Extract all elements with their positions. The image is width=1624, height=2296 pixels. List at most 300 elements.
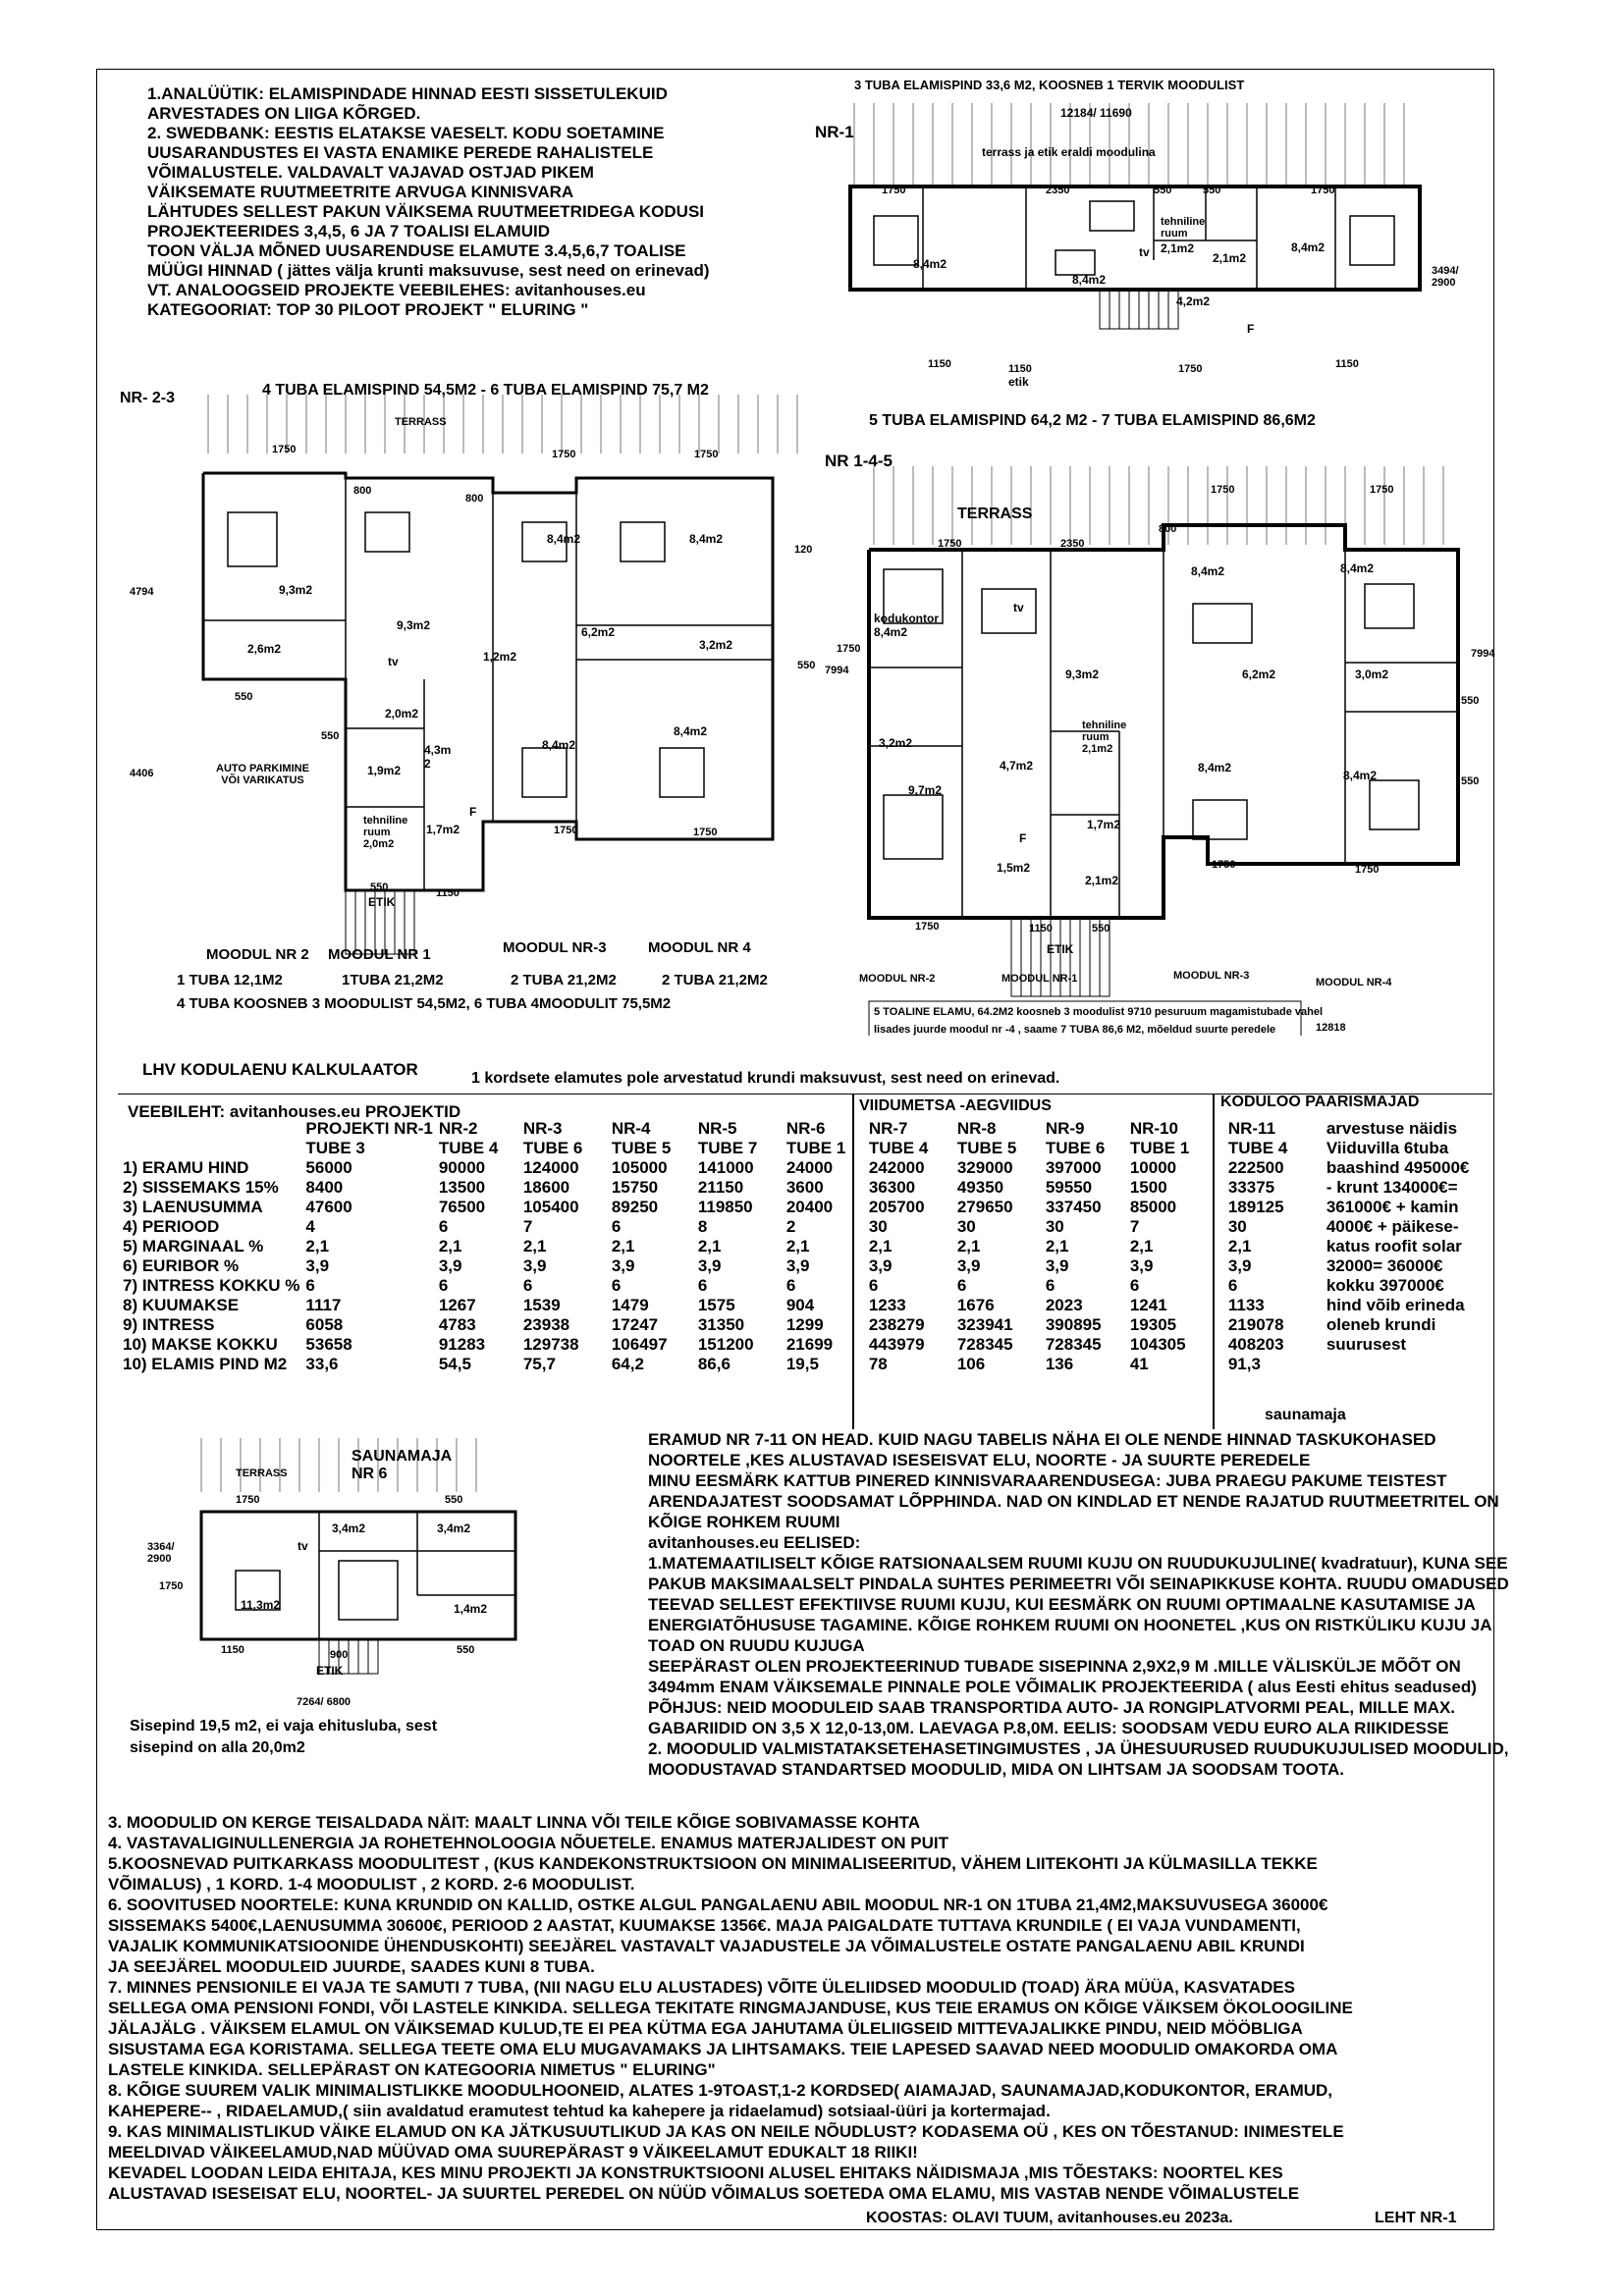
calc-cell: 18600	[522, 1178, 570, 1197]
calc-cell: 904	[785, 1296, 815, 1314]
calc-cell: 4) PERIOOD	[123, 1217, 220, 1236]
right-text-line: PÕHJUS: NEID MOODULEID SAAB TRANSPORTIDA AUTO- JA RONGIPLATVORMI PEAL, MILLE MAX.	[648, 1698, 1456, 1717]
plan-nr145-area-30: 3,0m2	[1355, 667, 1389, 681]
intro-line: VÕIMALUSTELE. VALDAVALT VAJAVAD OSTJAD PIKEM	[147, 163, 594, 182]
calc-cell: NR-11	[1227, 1119, 1276, 1138]
calc-cell: Viiduvilla 6tuba	[1326, 1139, 1449, 1157]
calc-cell: 1676	[956, 1296, 995, 1314]
calc-cell: 105000	[611, 1158, 668, 1177]
calc-cell: NR-5	[697, 1119, 737, 1138]
bottom-text-line: 8. KÕIGE SUUREM VALIK MINIMALISTLIKKE MOODULHOONEID, ALATES 1-9TOAST,1-2 KORDSED( AIAMAJAD, SAUNAMAJAD,KODUKONTOR, ERAMUD,	[108, 2081, 1333, 2100]
plan-nr145-dim-1750l: 1750	[837, 643, 861, 655]
plan-nr1-dim-1750b: 1750	[1311, 185, 1335, 196]
calc-cell: 728345	[956, 1335, 1013, 1354]
plan-nr23-area-32: 3,2m2	[699, 638, 733, 652]
calc-cell: 86,6	[697, 1355, 731, 1373]
calc-cell: 3,9	[868, 1256, 893, 1275]
calc-cell: - krunt 134000€=	[1326, 1178, 1458, 1197]
calc-cell: 32000= 36000€	[1326, 1256, 1443, 1275]
plan-nr145-b1150: 1150	[1029, 923, 1053, 934]
calc-cell: 1133	[1227, 1296, 1265, 1314]
plan-nr145-modul-2: MOODUL NR-2	[859, 973, 936, 985]
plan-nr145-b1750r2: 1750	[1355, 864, 1380, 876]
plan-nr23-dim-800b: 800	[465, 493, 484, 505]
calc-cell: 6	[611, 1217, 622, 1236]
calc-cell: kokku 397000€	[1326, 1276, 1444, 1295]
calc-cell: 6	[697, 1276, 708, 1295]
plan-nr23-area-tehn: tehniline ruum 2,0m2	[363, 815, 408, 850]
calc-cell: TUBE 1	[1129, 1139, 1190, 1157]
plan-nr23-terrass: TERRASS	[395, 416, 447, 428]
calc-cell: 85000	[1129, 1198, 1177, 1216]
calc-cell: 390895	[1045, 1315, 1102, 1334]
plan-nr145-etik: ETIK	[1047, 942, 1074, 956]
calc-cell: 205700	[868, 1198, 925, 1216]
plan-nr1-bottom-1750: 1750	[1178, 363, 1203, 375]
calc-cell: 91283	[438, 1335, 486, 1354]
right-text-line: PAKUB MAKSIMAALSELT PINDALA SUHTES PERIMEETRI VÕI SEINAPIKKUSE KOHTA. RUUDU OMADUSED	[648, 1575, 1509, 1593]
plan-nr145-side-l: 7994	[825, 665, 849, 676]
calc-data-row	[120, 1355, 1481, 1374]
plan-nr145-drawing	[825, 407, 1495, 1036]
plan-nr23-dim-1750a: 1750	[272, 444, 297, 455]
intro-line: MÜÜGI HINNAD ( jättes välja krunti maksuvuse, sest need on erinevad)	[147, 261, 710, 280]
plan-nr145-area-84a: 8,4m2	[1191, 564, 1225, 578]
calc-data-row	[120, 1158, 1481, 1178]
bottom-text-line: MEELDIVAD VÄIKEELAMUD,NAD MÜÜVAD OMA SUUREPÄRAST 9 VÄIKEELAMUT EDUKALT 18 RIIKI!	[108, 2143, 918, 2162]
calc-cell: 3,9	[1129, 1256, 1154, 1275]
plan-nr1-etik: etik	[1008, 375, 1029, 389]
calc-cell: TUBE 5	[611, 1139, 672, 1157]
calc-cell: 2,1	[785, 1237, 810, 1255]
calc-cell: 4000€ + päikese-	[1326, 1217, 1459, 1236]
calc-cell: 19,5	[785, 1355, 819, 1373]
bottom-text-line: 7. MINNES PENSIONILE EI VAJA TE SAMUTI 7 TUBA, (NII NAGU ELU ALUSTADES) VÕITE ÜLELIIDSED MOODULID (TOAD) ÄRA MÜÜA, KASVATADES	[108, 1978, 1295, 1997]
calc-cell: 4	[305, 1217, 315, 1236]
plan-nr23-dim-800a: 800	[353, 485, 372, 497]
calc-koduloo: KODULOO PAARISMAJAD	[1220, 1094, 1420, 1110]
calc-data-row	[120, 1296, 1481, 1315]
right-text-line: NOORTELE ,KES ALUSTAVAD ISESEISVAT ELU, NOORTE - JA SUURTE PEREDELE	[648, 1451, 1311, 1469]
calc-cell: 20400	[785, 1198, 834, 1216]
plan-nr1-area-4: 2,1m2	[1213, 251, 1247, 265]
bottom-text-line: VAJALIK KOMMUNIKATSIOONIDE ÜHENDUSKOHTI) SEEJÄREL VASTAVALT VAJADUSTELE JA VÕIMALUSTELE OSTATE PANGALAENU ABIL KRUNDI	[108, 1937, 1305, 1955]
calc-cell: 3,9	[611, 1256, 635, 1275]
plan-nr145-area-93: 9,3m2	[1065, 667, 1100, 681]
calc-web: VEEBILEHT: avitanhouses.eu PROJEKTID	[128, 1102, 461, 1121]
calc-cell: baashind 495000€	[1326, 1158, 1470, 1177]
plan-nr23-room-4: 2 TUBA 21,2M2	[662, 972, 768, 988]
calc-cell: 91,3	[1227, 1355, 1261, 1373]
plan-nr23-area-62: 6,2m2	[581, 625, 616, 639]
plan-nr23-modul-2: MOODUL NR 2	[206, 946, 309, 963]
plan-sauna-title: SAUNAMAJA NR 6	[352, 1448, 453, 1482]
plan-nr23-nr: NR- 2-3	[120, 390, 176, 406]
calc-cell: hind võib erineda	[1326, 1296, 1465, 1314]
right-text-line: MINU EESMÄRK KATTUB PINERED KINNISVARAARENDUSEGA: JUBA PRAEGU PAKUME TEISTEST	[648, 1471, 1447, 1490]
plan-nr1-dims-top: 12184/ 11690	[1060, 106, 1132, 120]
plan-sauna-area-34a: 3,4m2	[332, 1522, 366, 1535]
plan-sauna-area-113: 11,3m2	[241, 1598, 281, 1612]
plan-nr1-area-6: 4,2m2	[1176, 294, 1211, 308]
calc-cell: 6	[1129, 1276, 1140, 1295]
calc-cell: 728345	[1045, 1335, 1102, 1354]
plan-nr23-dim-1750b: 1750	[552, 449, 576, 460]
plan-nr23-area-43: 4,3m 2	[424, 743, 452, 771]
calc-cell: 23938	[522, 1315, 570, 1334]
calc-data-row	[120, 1276, 1481, 1296]
calc-cell: 1479	[611, 1296, 649, 1314]
calc-cell	[120, 1119, 302, 1139]
plan-nr23-dim-550c: 550	[797, 660, 816, 671]
intro-line: 1.ANALÜÜTIK: ELAMISPINDADE HINNAD EESTI SISSETULEKUID	[147, 84, 668, 103]
calc-cell: 30	[1045, 1217, 1064, 1236]
plan-nr23-area-19: 1,9m2	[367, 764, 402, 777]
calc-cell: 8) KUUMAKSE	[123, 1296, 240, 1314]
calc-cell: 189125	[1227, 1198, 1284, 1216]
calc-cell: 6	[956, 1276, 967, 1295]
right-text-line: KÕIGE ROHKEM RUUMI	[648, 1513, 840, 1531]
right-text-line: ERAMUD NR 7-11 ON HEAD. KUID NAGU TABELIS NÄHA EI OLE NENDE HINNAD TASKUKOHASED	[648, 1430, 1436, 1449]
calc-cell: 33,6	[305, 1355, 339, 1373]
plan-nr23-room-2: 1TUBA 21,2M2	[342, 972, 444, 988]
calc-cell: 3) LAENUSUMMA	[123, 1198, 263, 1216]
calc-cell: NR-8	[956, 1119, 997, 1138]
plan-nr145-dim-2350: 2350	[1060, 538, 1085, 550]
intro-line: VÄIKSEMATE RUUTMEETRITE ARVUGA KINNISVARA	[147, 183, 574, 201]
plan-nr23-area-17: 1,7m2	[426, 823, 460, 836]
calc-cell: 6	[522, 1276, 533, 1295]
calc-cell: NR-4	[611, 1119, 651, 1138]
bottom-text-line: JA SEEJÄREL MOODULEID JUURDE, SAADES KUNI 8 TUBA.	[108, 1957, 595, 1976]
calc-cell: 30	[868, 1217, 888, 1236]
calc-cell: 2,1	[1227, 1237, 1252, 1255]
plan-nr145-dim-1750b: 1750	[1211, 484, 1235, 496]
bottom-text-line: SELLEGA OMA PENSIONI FONDI, VÕI LASTELE KINKIDA. SELLEGA TEKITATE RINGMAJANDUSE, KUS TEIE ERAMUS ON KÕIGE VÄIKSEM ÖKOLOOGILINE	[108, 1999, 1353, 2017]
plan-nr1-f: F	[1247, 322, 1255, 336]
plan-nr23-f: F	[469, 805, 477, 819]
plan-sauna-area-14: 1,4m2	[454, 1602, 488, 1616]
plan-nr23-room-3: 2 TUBA 21,2M2	[511, 972, 617, 988]
calc-cell: 104305	[1129, 1335, 1186, 1354]
calc-cell: 6	[785, 1276, 796, 1295]
calc-cell: 33375	[1227, 1178, 1275, 1197]
plan-nr145	[825, 407, 1495, 1036]
calc-cell: 2,1	[1045, 1237, 1069, 1255]
calc-cell: oleneb krundi	[1326, 1315, 1436, 1334]
plan-nr23-area-12: 1,2m2	[483, 650, 517, 664]
calc-cell: suurusest	[1326, 1335, 1407, 1354]
plan-sauna-bottom: 7264/ 6800	[297, 1696, 352, 1708]
plan-nr1-area-tech-size: 2,1m2	[1161, 241, 1195, 255]
plan-nr145-b550: 550	[1092, 923, 1110, 934]
plan-nr145-kodukontor: kodukontor 8,4m2	[874, 612, 939, 639]
calc-data-row	[120, 1178, 1481, 1198]
plan-nr23-parking: AUTO PARKIMINE VÕI VARIKATUS	[216, 763, 309, 786]
calc-cell: TUBE 7	[697, 1139, 758, 1157]
plan-nr1-dim-550b: 550	[1203, 185, 1221, 196]
plan-nr23-area-84c: 8,4m2	[542, 738, 576, 752]
calc-cell: TUBE 4	[438, 1139, 499, 1157]
plan-nr23-area-84b: 8,4m2	[689, 532, 724, 546]
calc-cell: 361000€ + kamin	[1326, 1198, 1459, 1216]
plan-nr23-dim-120: 120	[794, 544, 813, 556]
plan-nr145-tv: tv	[1013, 601, 1024, 614]
plan-nr23-left-4794: 4794	[130, 586, 154, 598]
plan-sauna-caption-2: sisepind on alla 20,0m2	[130, 1739, 305, 1756]
right-text-line: SEEPÄRAST OLEN PROJEKTEERINUD TUBADE SISEPINNA 2,9X2,9 M .MILLE VÄLISKÜLJE MÕÕT ON	[648, 1657, 1461, 1676]
calc-cell: 10) MAKSE KOKKU	[123, 1335, 278, 1354]
plan-nr23-etik: ETIK	[368, 895, 396, 909]
plan-nr145-dim-550r: 550	[1461, 695, 1480, 707]
calc-cell: 151200	[697, 1335, 754, 1354]
calc-cell: 10000	[1129, 1158, 1177, 1177]
bottom-text-line: KEVADEL LOODAN LEIDA EHITAJA, KES MINU PROJEKTI JA KONSTRUKTSIOONI ALUSEL EHITAKS NÄIDISMAJA ,MIS TÕESTAKS: NOORTEL KES	[108, 2163, 1283, 2182]
footer-author: KOOSTAS: OLAVI TUUM, avitanhouses.eu 2023a.	[866, 2210, 1233, 2226]
calc-cell: 7	[522, 1217, 533, 1236]
calc-cell: 30	[956, 1217, 976, 1236]
plan-nr145-side-r: 7994	[1471, 648, 1495, 660]
plan-nr1	[815, 69, 1492, 402]
calc-cell: 78	[868, 1355, 888, 1373]
calc-cell: 119850	[697, 1198, 753, 1216]
calc-cell: 30	[1227, 1217, 1247, 1236]
plan-sauna-side: 3364/ 2900	[147, 1541, 175, 1565]
plan-nr145-area-21: 2,1m2	[1085, 874, 1119, 887]
calc-cell: NR-9	[1045, 1119, 1085, 1138]
calc-cell: 6	[1045, 1276, 1056, 1295]
right-text-line: ENERGIATÕHUSUSE TAGAMINE. KÕIGE ROHKEM RUUMI ON HOONETEL ,KUS ON RISTKÜLIKU KUJU JA	[648, 1616, 1492, 1634]
calc-cell: 1241	[1129, 1296, 1167, 1314]
calc-cell: arvestuse näidis	[1326, 1119, 1458, 1138]
calc-cell: 90000	[438, 1158, 486, 1177]
calc-table	[120, 1119, 1481, 1374]
plan-nr23-left-4406: 4406	[130, 768, 154, 779]
plan-nr145-dim-550r2: 550	[1461, 775, 1480, 787]
calc-data-row	[120, 1237, 1481, 1256]
plan-nr23-tv: tv	[388, 655, 399, 668]
calc-cell	[120, 1139, 302, 1158]
plan-nr23-dim-1150: 1150	[436, 887, 460, 899]
calc-cell: 3600	[785, 1178, 824, 1197]
calc-cell: 219078	[1227, 1315, 1284, 1334]
plan-nr23-dim-550b: 550	[321, 730, 340, 742]
plan-nr1-area-1: 8,4m2	[913, 257, 947, 271]
intro-line: PROJEKTEERIDES 3,4,5, 6 JA 7 TOALISI ELAMUID	[147, 222, 550, 240]
calc-cell: 3,9	[438, 1256, 462, 1275]
right-text-line: avitanhouses.eu EELISED:	[648, 1533, 861, 1552]
calc-cell: 64,2	[611, 1355, 644, 1373]
calc-cell: NR-7	[868, 1119, 908, 1138]
calc-cell: TUBE 6	[522, 1139, 583, 1157]
calc-cell: 1500	[1129, 1178, 1167, 1197]
plan-nr1-nr: NR-1	[815, 123, 854, 141]
calc-cell: 9) INTRESS	[123, 1315, 215, 1334]
bottom-text	[108, 1812, 1483, 2204]
calc-cell: 2,1	[611, 1237, 635, 1255]
calc-cell: TUBE 4	[868, 1139, 929, 1157]
calc-cell: 36300	[868, 1178, 916, 1197]
intro-line: UUSARANDUSTES EI VASTA ENAMIKE PEREDE RAHALISTELE	[147, 143, 654, 162]
intro-line: LÄHTUDES SELLEST PAKUN VÄIKSEMA RUUTMEETRIDEGA KODUSI	[147, 202, 705, 221]
right-text-line: 2. MOODULID VALMISTATAKSETEHASETINGIMUSTES , JA ÜHESUURUSED RUUDUKUJULISED MOODULID,	[648, 1739, 1509, 1758]
plan-nr145-area-84c: 8,4m2	[1198, 761, 1232, 774]
footer-sheet: LEHT NR-1	[1375, 2210, 1457, 2226]
calc-cell: 19305	[1129, 1315, 1177, 1334]
calc-cell: 17247	[611, 1315, 659, 1334]
calc-cell: 21699	[785, 1335, 834, 1354]
calc-cell: TUBE 6	[1045, 1139, 1106, 1157]
calc-cell: 7) INTRESS KOKKU %	[123, 1276, 300, 1295]
calc-cell: 47600	[305, 1198, 352, 1216]
bottom-text-line: 4. VASTAVALIGINULLENERGIA JA ROHETEHNOLOOGIA NÕUETELE. ENAMUS MATERJALIDEST ON PUIT	[108, 1834, 949, 1852]
intro-line: KATEGOORIAT: TOP 30 PILOOT PROJEKT " ELURING "	[147, 300, 589, 319]
calc-cell: TUBE 5	[956, 1139, 1017, 1157]
plan-nr145-dim-800: 800	[1159, 523, 1177, 535]
calc-cell: 3,9	[956, 1256, 981, 1275]
calc-cell: 1117	[305, 1296, 342, 1314]
calc-cell: 76500	[438, 1198, 486, 1216]
bottom-text-line: 6. SOOVITUSED NOORTELE: KUNA KRUNDID ON KALLID, OSTKE ALGUL PANGALAENU ABIL MOODUL NR-1 ON 1TUBA 21,4M2,MAKSUVUSEGA 36000€	[108, 1896, 1328, 1914]
calc-data-row	[120, 1315, 1481, 1335]
calc-cell: 136	[1045, 1355, 1074, 1373]
bottom-text-line: LASTELE KINKIDA. SELLEPÄRAST ON KATEGOORIA NIMETUS " ELURING"	[108, 2060, 716, 2079]
calc-cell: TUBE 3	[305, 1139, 365, 1157]
plan-sauna-caption-1: Sisepind 19,5 m2, ei vaja ehitusluba, sest	[130, 1718, 438, 1735]
calc-cell: 242000	[868, 1158, 925, 1177]
plan-nr145-title: 5 TUBA ELAMISPIND 64,2 M2 - 7 TUBA ELAMISPIND 86,6M2	[869, 412, 1316, 429]
calc-cell: TUBE 1	[785, 1139, 846, 1157]
plan-nr145-area-32: 3,2m2	[879, 736, 913, 750]
calc-cell: 1233	[868, 1296, 906, 1314]
plan-nr145-terrass: TERRASS	[957, 506, 1033, 522]
plan-sauna	[108, 1433, 619, 1787]
calc-cell: 2,1	[697, 1237, 722, 1255]
plan-nr1-area-tech: tehniline ruum	[1161, 216, 1206, 240]
calc-cell: 3,9	[1045, 1256, 1069, 1275]
calc-cell: 1) ERAMU HIND	[123, 1158, 249, 1177]
calc-header-row	[120, 1139, 1481, 1158]
intro-line: ARVESTADES ON LIIGA KÕRGED.	[147, 104, 421, 123]
calc-cell: 59550	[1045, 1178, 1093, 1197]
plan-nr145-note1: 5 TOALINE ELAMU, 64.2M2 koosneb 3 moodulist 9710 pesuruum magamistubade vahel	[874, 1006, 1324, 1018]
calc-cell: 2,1	[956, 1237, 981, 1255]
plan-nr1-tv: tv	[1139, 245, 1150, 259]
calc-cell: 31350	[697, 1315, 745, 1334]
calc-cell: 2,1	[868, 1237, 893, 1255]
calc-cell: 222500	[1227, 1158, 1284, 1177]
plan-nr23-modul-4: MOODUL NR 4	[648, 939, 751, 956]
calc-cell: 106	[956, 1355, 986, 1373]
plan-nr23-dim-550d: 550	[370, 881, 389, 893]
calc-cell: 3,9	[522, 1256, 547, 1275]
calc-cell: 124000	[522, 1158, 579, 1177]
bottom-text-line: JÄLAJÄLG . VÄIKSEM ELAMUL ON VÄIKSEMAD KULUD,TE EI PEA KÜTMA EGA JAHUTAMA ÜLELIIGSEID MITTEVAJALIKKE PINDU, NEID MÖÖBLIGA	[108, 2019, 1303, 2038]
calc-cell: 8	[697, 1217, 708, 1236]
plan-nr145-modul-4: MOODUL NR-4	[1316, 977, 1392, 988]
plan-nr1-title: 3 TUBA ELAMISPIND 33,6 M2, KOOSNEB 1 TERVIK MOODULIST	[854, 78, 1245, 92]
calc-cell: 6	[611, 1276, 622, 1295]
calc-cell: 49350	[956, 1178, 1004, 1197]
plan-nr23-area-26: 2,6m2	[247, 642, 282, 656]
plan-sauna-b550: 550	[457, 1644, 475, 1656]
plan-nr1-bottom-1150c: 1150	[1335, 358, 1359, 370]
calc-cell: 2,1	[522, 1237, 547, 1255]
bottom-text-line: ALUSTAVAD ISESEISAT ELU, NOORTEL- JA SUURTEL PEREDEL ON NÜÜD VÕIMALUS SOETEDA OMA ELAMU, MIS VASTAB NENDE VÕIMALUSTELE	[108, 2184, 1300, 2203]
calc-cell: 279650	[956, 1198, 1013, 1216]
calc-cell: NR-10	[1129, 1119, 1178, 1138]
plan-nr23-drawing	[110, 375, 817, 1028]
plan-nr1-drawing	[815, 69, 1492, 402]
calc-saunamaja-tag: saunamaja	[1265, 1407, 1346, 1423]
plan-nr1-dim-550a: 550	[1154, 185, 1172, 196]
calc-cell: 1539	[522, 1296, 561, 1314]
plan-sauna-area-34b: 3,4m2	[437, 1522, 471, 1535]
calc-cell: 24000	[785, 1158, 834, 1177]
calc-cell: NR-6	[785, 1119, 826, 1138]
calc-cell: 323941	[956, 1315, 1013, 1334]
plan-nr145-area-47: 4,7m2	[1000, 759, 1034, 773]
plan-nr1-bottom-1150a: 1150	[928, 358, 951, 370]
calc-cell: 6) EURIBOR %	[123, 1256, 240, 1275]
plan-nr145-f: F	[1019, 831, 1027, 845]
plan-sauna-side2: 1750	[159, 1580, 184, 1592]
calc-cell: 397000	[1045, 1158, 1102, 1177]
calc-cell: katus roofit solar	[1326, 1237, 1462, 1255]
intro-text	[147, 84, 815, 320]
bottom-text-line: VÕIMALUS) , 1 KORD. 1-4 MOODULIST , 2 KORD. 2-6 MOODULIST.	[108, 1875, 635, 1894]
plan-nr1-note: terrass ja etik eraldi moodulina	[982, 145, 1156, 159]
plan-nr145-area-84d: 8,4m2	[1343, 769, 1378, 782]
calc-cell: 2,1	[1129, 1237, 1154, 1255]
plan-nr145-tehn: tehniline ruum 2,1m2	[1082, 720, 1127, 755]
calc-cell: 56000	[305, 1158, 352, 1177]
calc-cell: 89250	[611, 1198, 659, 1216]
plan-sauna-terrass: TERRASS	[236, 1468, 288, 1479]
calc-cell: 2) SISSEMAKS 15%	[123, 1178, 279, 1197]
calc-cell: 6058	[305, 1315, 344, 1334]
calc-cell: 106497	[611, 1335, 668, 1354]
bottom-text-line: SISUSTAMA EGA KORISTAMA. SELLEGA TEETE OMA ELU MUGAVAMAKS JA LIHTSAMAKS. TEIE LAPESED SAAVAD NEED MOODULID OMAKORDA OMA	[108, 2040, 1338, 2058]
bottom-text-line: 9. KAS MINIMALISTLIKUD VÄIKE ELAMUD ON KA JÄTKUSUUTLIKUD JA KAS ON NEILE NÕUDLUST? KODASEMA OÜ , KES ON TÕESTANUD: INIMESTELE	[108, 2122, 1344, 2141]
calc-cell: 8400	[305, 1178, 344, 1197]
calc-viidumetsa: VIIDUMETSA -AEGVIIDUS	[859, 1097, 1052, 1114]
plan-nr1-area-5: 8,4m2	[1291, 240, 1326, 254]
plan-nr1-area-2: 8,4m2	[1072, 273, 1107, 287]
plan-nr145-area-62: 6,2m2	[1242, 667, 1276, 681]
calc-cell: 3,9	[1227, 1256, 1252, 1275]
calc-cell: 1575	[697, 1296, 735, 1314]
calc-cell: 238279	[868, 1315, 925, 1334]
calc-data-row	[120, 1217, 1481, 1237]
plan-nr23-title: 4 TUBA ELAMISPIND 54,5M2 - 6 TUBA ELAMISPIND 75,7 M2	[262, 382, 709, 399]
right-text-line: 1.MATEMAATILISELT KÕIGE RATSIONAALSEM RUUMI KUJU ON RUUDUKUJULINE( kvadratuur), KUNA SEE	[648, 1554, 1508, 1573]
calc-cell: 3,9	[305, 1256, 330, 1275]
calc-cell: TUBE 4	[1227, 1139, 1288, 1157]
calc-cell: 5) MARGINAAL %	[123, 1237, 264, 1255]
plan-sauna-tv: tv	[298, 1539, 308, 1553]
calc-cell: 105400	[522, 1198, 579, 1216]
calc-cell: NR-3	[522, 1119, 563, 1138]
calc-data-row	[120, 1335, 1481, 1355]
plan-nr23-foot: 4 TUBA KOOSNEB 3 MOODULIST 54,5M2, 6 TUBA 4MOODULIT 75,5M2	[177, 995, 672, 1012]
calc-cell: 1299	[785, 1315, 824, 1334]
plan-nr145-dim-1750a: 1750	[938, 538, 962, 550]
plan-nr23-area-20: 2,0m2	[385, 707, 419, 721]
plan-nr1-side: 3494/ 2900	[1432, 265, 1459, 289]
calc-cell: 6	[438, 1276, 449, 1295]
calc-cell: 2,1	[305, 1237, 330, 1255]
